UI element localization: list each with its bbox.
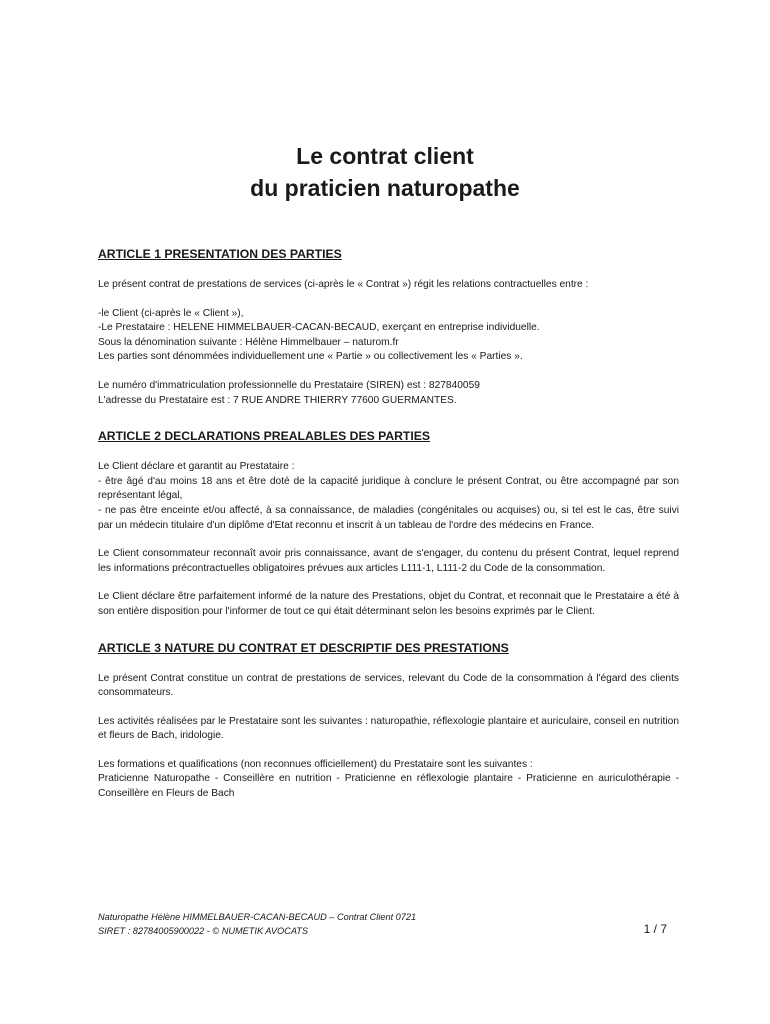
article-1-p3-line: L'adresse du Prestataire est : 7 RUE ANDRE THIERRY 77600 GUERMANTES.	[98, 394, 457, 406]
article-1-p2-line: Les parties sont dénommées individuellement une « Partie » ou collectivement les « Parties ».	[98, 351, 523, 363]
page-number: 1 / 7	[643, 922, 667, 936]
document-body	[98, 246, 679, 816]
article-1-p2-line: Sous la dénomination suivante : Hélène Himmelbauer – naturom.fr	[98, 336, 399, 348]
article-2	[98, 428, 679, 619]
article-1-paragraph-2	[98, 307, 679, 365]
article-1-heading: ARTICLE 1 PRESENTATION DES PARTIES	[98, 247, 342, 261]
article-3-p3-body: Praticienne Naturopathe - Conseillère en nutrition - Praticienne en réflexologie plantaire - Praticienne en auriculothérapie - Conseillère en Fleurs de Bach	[98, 773, 679, 800]
article-2-p1-item: - être âgé d'au moins 18 ans et être doté de la capacité juridique à conclure le présent Contrat, ou être accompagné par son représentant légal,	[98, 475, 679, 502]
footer-line-1: Naturopathe Hélène HIMMELBAUER-CACAN-BECAUD – Contrat Client 0721	[98, 912, 417, 922]
footer-line-2: SIRET : 82784005900022 - © NUMETIK AVOCATS	[98, 926, 309, 936]
article-3	[98, 640, 679, 802]
article-2-p1-item: - ne pas être enceinte et/ou affecté, à sa connaissance, de maladies (congénitales ou acquises) ou, si tel est le cas, être suivi par un médecin titulaire d'un diplôme d'Etat reconnu et inscrit à un tableau de l'ordre des médecins en France.	[98, 504, 679, 531]
article-1	[98, 246, 679, 408]
article-1-p2-line: -Le Prestataire : HELENE HIMMELBAUER-CACAN-BECAUD, exerçant en entreprise individuelle.	[98, 322, 540, 334]
article-1-p3-line: Le numéro d'immatriculation professionnelle du Prestataire (SIREN) est : 827840059	[98, 379, 480, 391]
article-1-paragraph-3	[98, 379, 679, 408]
article-2-paragraph-3: Le Client déclare être parfaitement informé de la nature des Prestations, objet du Contrat, et reconnait que le Prestataire a été à son entière disposition pour l'informer de tout ce qui était déterminant selon les besoins exprimés par le Client.	[98, 591, 679, 617]
article-2-heading: ARTICLE 2 DECLARATIONS PREALABLES DES PARTIES	[98, 429, 431, 444]
article-3-paragraph-2: Les activités réalisées par le Prestataire sont les suivantes : naturopathie, réflexologie plantaire et auriculaire, conseil en nutrition et fleurs de Bach, iridologie.	[98, 715, 679, 742]
article-2-paragraph-2: Le Client consommateur reconnaît avoir pris connaissance, avant de s'engager, du contenu du présent Contrat, lequel reprend les informations précontractuelles obligatoires prévues aux articles L111-1, L111-2 du Code de la consommation.	[98, 548, 679, 574]
document-title	[0, 140, 770, 204]
article-1-paragraph-1: Le présent contrat de prestations de services (ci-après le « Contrat ») régit les relations contractuelles entre :	[98, 279, 589, 290]
article-3-heading: ARTICLE 3 NATURE DU CONTRAT ET DESCRIPTIF DES PRESTATIONS	[98, 640, 509, 655]
article-3-p3-intro: Les formations et qualifications (non reconnues officiellement) du Prestataire sont les suivantes :	[98, 758, 533, 770]
article-1-p2-line: -le Client (ci-après le « Client »),	[98, 307, 244, 319]
article-3-paragraph-1: Le présent Contrat constitue un contrat de prestations de services, relevant du Code de la consommation à l'égard des clients consommateurs.	[98, 672, 679, 699]
article-3-paragraph-3	[98, 758, 679, 802]
title-line-2: du praticien naturopathe	[250, 175, 520, 201]
title-line-1: Le contrat client	[296, 143, 474, 169]
article-2-p1-intro: Le Client déclare et garantit au Prestataire :	[98, 461, 295, 473]
article-2-paragraph-1	[98, 460, 679, 533]
page-footer	[98, 910, 679, 938]
